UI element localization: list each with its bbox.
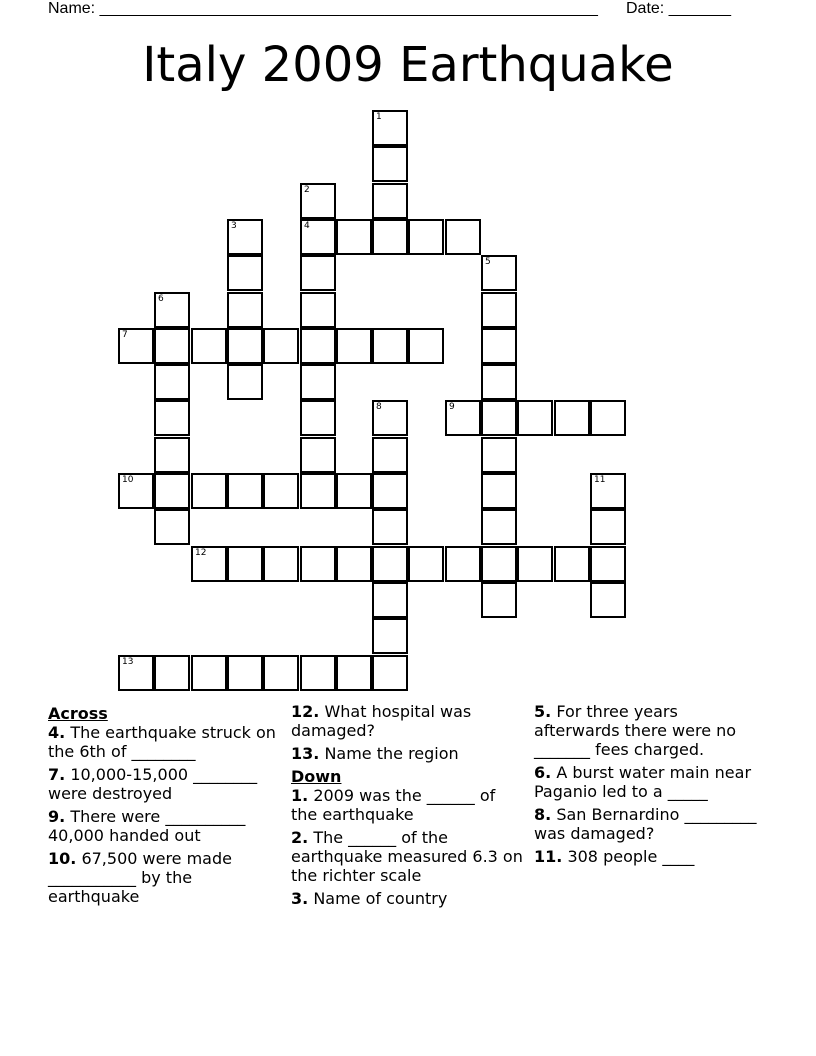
- clue-number: 1: [376, 112, 382, 122]
- clue-across-9: 9. There were __________ 40,000 handed out: [48, 807, 246, 845]
- crossword-cell[interactable]: [445, 546, 481, 582]
- clue-number: 10: [122, 475, 134, 485]
- clue-down-8: 8. San Bernardino _________ was damaged?: [534, 805, 757, 843]
- crossword-cell[interactable]: [118, 473, 154, 509]
- crossword-cell[interactable]: [408, 328, 444, 364]
- crossword-cell[interactable]: [154, 509, 190, 545]
- crossword-cell[interactable]: [408, 219, 444, 255]
- clue-down-3: 3. Name of country: [291, 889, 448, 908]
- crossword-cell[interactable]: [445, 219, 481, 255]
- crossword-cell[interactable]: [263, 546, 299, 582]
- clues-column-3: [534, 702, 766, 870]
- date-field-label: Date: _______: [626, 0, 731, 17]
- down-heading: Down: [291, 767, 342, 786]
- crossword-cell[interactable]: [154, 400, 190, 436]
- clue-down-1: 1. 2009 was the ______ of the earthquake: [291, 786, 496, 824]
- crossword-cell[interactable]: [481, 437, 517, 473]
- crossword-cell[interactable]: [372, 546, 408, 582]
- crossword-cell[interactable]: [372, 655, 408, 691]
- crossword-cell[interactable]: [227, 473, 263, 509]
- crossword-cell[interactable]: [300, 328, 336, 364]
- crossword-cell[interactable]: [590, 400, 626, 436]
- crossword-cell[interactable]: [227, 255, 263, 291]
- clue-number: 4: [304, 221, 310, 231]
- clue-across-7: 7. 10,000-15,000 ________ were destroyed: [48, 765, 258, 803]
- crossword-cell[interactable]: [300, 546, 336, 582]
- crossword-cell[interactable]: [517, 400, 553, 436]
- crossword-cell[interactable]: [481, 473, 517, 509]
- crossword-cell[interactable]: [263, 473, 299, 509]
- crossword-cell[interactable]: [300, 183, 336, 219]
- crossword-cell[interactable]: [154, 437, 190, 473]
- crossword-cell[interactable]: [481, 364, 517, 400]
- crossword-cell[interactable]: [481, 546, 517, 582]
- crossword-cell[interactable]: [336, 546, 372, 582]
- crossword-cell[interactable]: [408, 546, 444, 582]
- crossword-cell[interactable]: [554, 400, 590, 436]
- clue-number: 9: [449, 402, 455, 412]
- crossword-cell[interactable]: [481, 582, 517, 618]
- clue-number: 2: [304, 185, 310, 195]
- clue-number: 8: [376, 402, 382, 412]
- crossword-cell[interactable]: [590, 509, 626, 545]
- crossword-cell[interactable]: [300, 655, 336, 691]
- clues-column-1: [48, 702, 280, 910]
- clues-column-2: [291, 702, 523, 912]
- crossword-cell[interactable]: [227, 328, 263, 364]
- crossword-cell[interactable]: [154, 328, 190, 364]
- crossword-cell[interactable]: [372, 219, 408, 255]
- crossword-cell[interactable]: [372, 509, 408, 545]
- crossword-cell[interactable]: [372, 582, 408, 618]
- crossword-cell[interactable]: [300, 437, 336, 473]
- crossword-cell[interactable]: [590, 473, 626, 509]
- crossword-cell[interactable]: [481, 328, 517, 364]
- crossword-cell[interactable]: [481, 292, 517, 328]
- crossword-cell[interactable]: [154, 473, 190, 509]
- crossword-cell[interactable]: [336, 219, 372, 255]
- crossword-cell[interactable]: [481, 400, 517, 436]
- crossword-cell[interactable]: [300, 255, 336, 291]
- crossword-cell[interactable]: [336, 328, 372, 364]
- crossword-cell[interactable]: [227, 655, 263, 691]
- crossword-cell[interactable]: [300, 364, 336, 400]
- crossword-cell[interactable]: [372, 183, 408, 219]
- clue-across-12: 12. What hospital was damaged?: [291, 702, 472, 740]
- page-title: Italy 2009 Earthquake: [142, 37, 674, 93]
- crossword-cell[interactable]: [300, 292, 336, 328]
- clue-number: 6: [158, 294, 164, 304]
- crossword-cell[interactable]: [445, 400, 481, 436]
- crossword-cell[interactable]: [590, 582, 626, 618]
- crossword-cell[interactable]: [554, 546, 590, 582]
- crossword-cell[interactable]: [372, 473, 408, 509]
- crossword-cell[interactable]: [191, 473, 227, 509]
- name-field-label: Name: ________________________________________________________: [48, 0, 598, 17]
- clue-down-5: 5. For three years afterwards there were no _______ fees charged.: [534, 702, 737, 759]
- crossword-cell[interactable]: [336, 655, 372, 691]
- crossword-cell[interactable]: [263, 328, 299, 364]
- clue-number: 7: [122, 330, 128, 340]
- crossword-cell[interactable]: [263, 655, 299, 691]
- crossword-cell[interactable]: [481, 509, 517, 545]
- clue-number: 12: [195, 548, 207, 558]
- crossword-cell[interactable]: [336, 473, 372, 509]
- crossword-cell[interactable]: [481, 255, 517, 291]
- crossword-cell[interactable]: [227, 292, 263, 328]
- clue-across-4: 4. The earthquake struck on the 6th of ________: [48, 723, 276, 761]
- crossword-cell[interactable]: [191, 655, 227, 691]
- crossword-cell[interactable]: [517, 546, 553, 582]
- clue-number: 11: [594, 475, 606, 485]
- crossword-cell[interactable]: [300, 400, 336, 436]
- clue-number: 3: [231, 221, 237, 231]
- clue-number: 5: [485, 257, 491, 267]
- clue-down-11: 11. 308 people ____: [534, 847, 695, 866]
- across-heading: Across: [48, 704, 108, 723]
- clue-across-10: 10. 67,500 were made ___________ by the earthquake: [48, 849, 232, 906]
- crossword-cell[interactable]: [154, 655, 190, 691]
- crossword-cell[interactable]: [372, 110, 408, 146]
- crossword-cell[interactable]: [118, 655, 154, 691]
- crossword-cell[interactable]: [300, 219, 336, 255]
- crossword-cell[interactable]: [372, 146, 408, 182]
- crossword-cell[interactable]: [372, 400, 408, 436]
- crossword-cell[interactable]: [191, 328, 227, 364]
- clue-number: 13: [122, 657, 134, 667]
- crossword-cell[interactable]: [372, 618, 408, 654]
- crossword-cell[interactable]: [227, 364, 263, 400]
- crossword-cell[interactable]: [372, 328, 408, 364]
- crossword-cell[interactable]: [227, 219, 263, 255]
- crossword-cell[interactable]: [590, 546, 626, 582]
- clue-down-6: 6. A burst water main near Paganio led to a _____: [534, 763, 752, 801]
- crossword-cell[interactable]: [118, 328, 154, 364]
- crossword-cell[interactable]: [154, 292, 190, 328]
- clue-down-2: 2. The ______ of the earthquake measured 6.3 on the richter scale: [291, 828, 523, 885]
- crossword-cell[interactable]: [191, 546, 227, 582]
- clue-across-13: 13. Name the region: [291, 744, 459, 763]
- crossword-cell[interactable]: [300, 473, 336, 509]
- crossword-cell[interactable]: [154, 364, 190, 400]
- crossword-cell[interactable]: [227, 546, 263, 582]
- crossword-cell[interactable]: [372, 437, 408, 473]
